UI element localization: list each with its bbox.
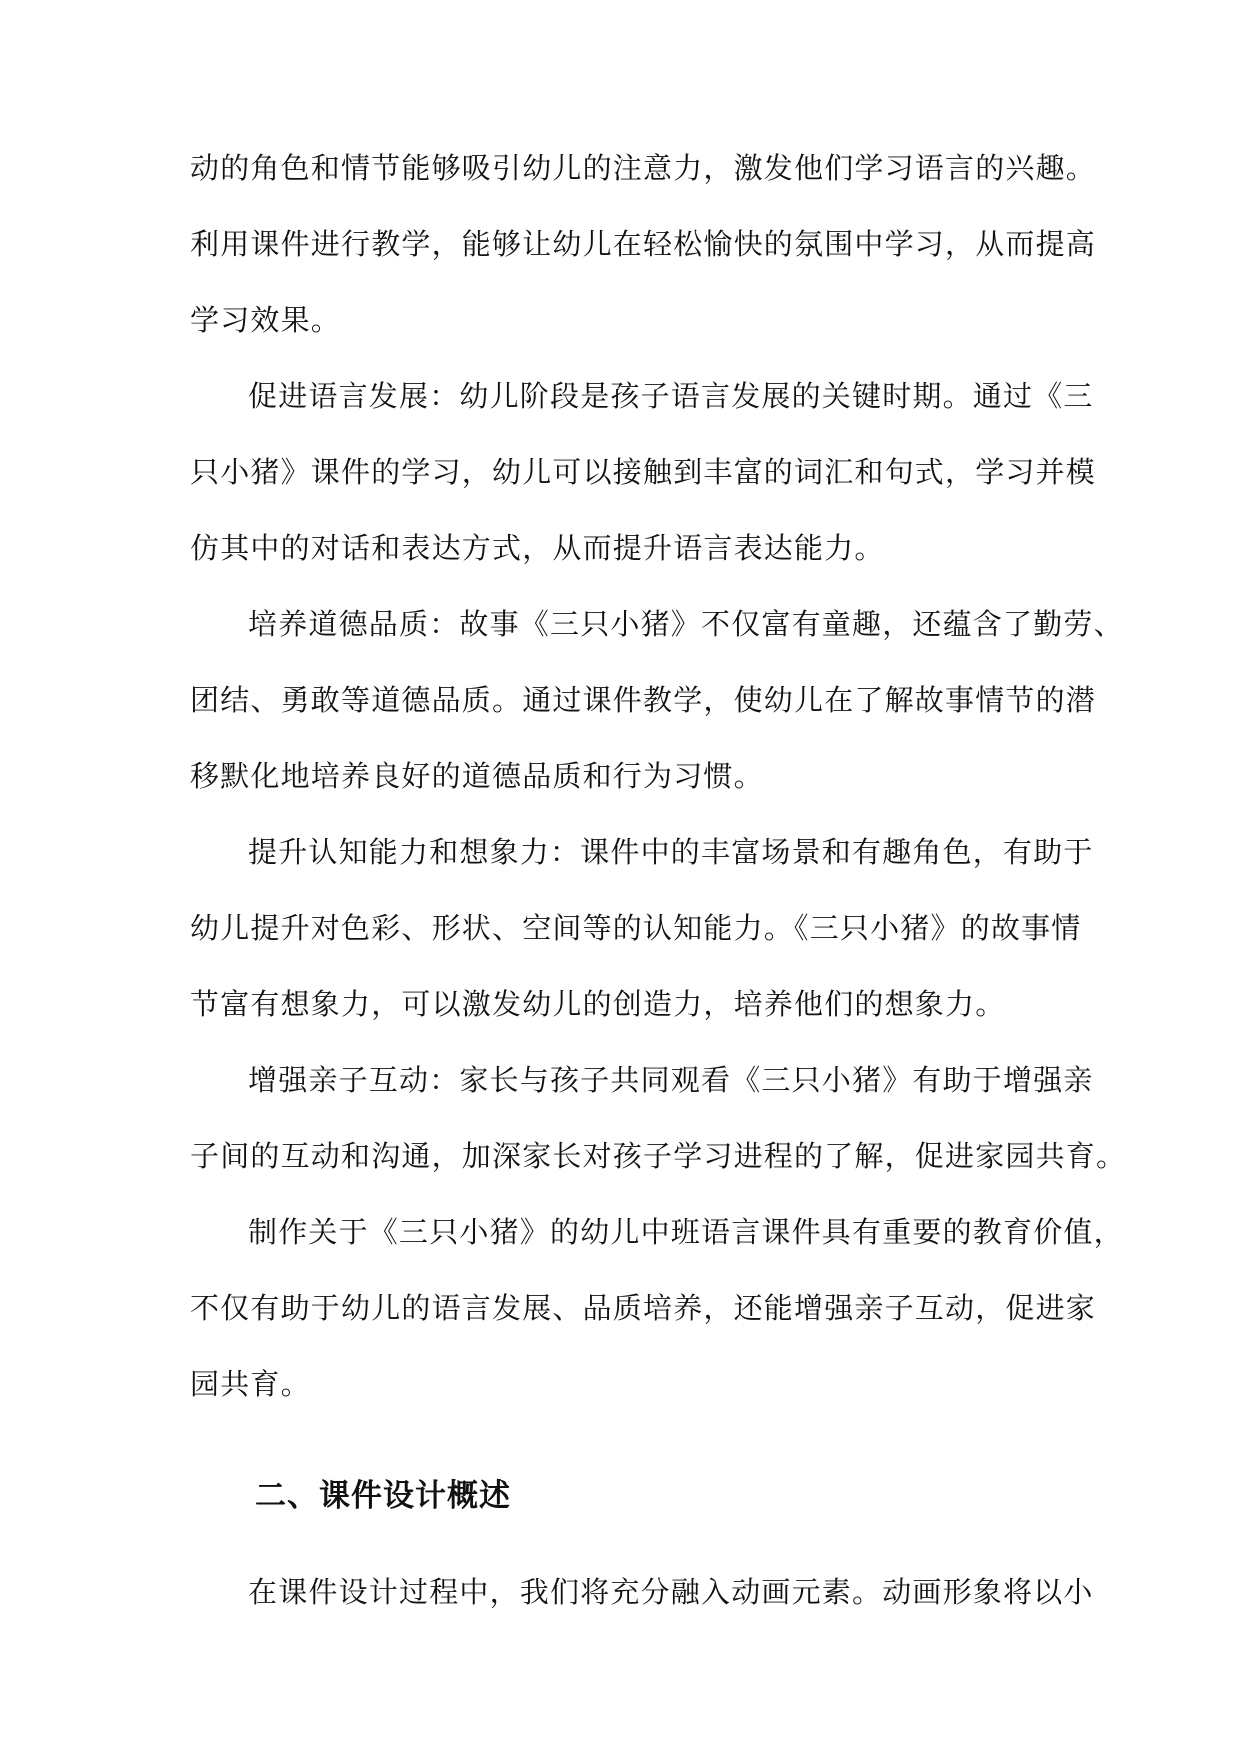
paragraph-2-line-3: 仿其中的对话和表达方式，从而提升语言表达能力。	[190, 531, 885, 565]
paragraph-6-line-2: 不仅有助于幼儿的语言发展、品质培养，还能增强亲子互动，促进家	[190, 1291, 1097, 1325]
paragraph-4-line-3: 节富有想象力，可以激发幼儿的创造力，培养他们的想象力。	[190, 987, 1006, 1021]
paragraph-1-line-3: 学习效果。	[190, 303, 342, 337]
paragraph-1-line-1: 动的角色和情节能够吸引幼儿的注意力，激发他们学习语言的兴趣。	[190, 151, 1097, 185]
paragraph-7-line-1: 在课件设计过程中，我们将充分融入动画元素。动画形象将以小	[248, 1575, 1094, 1609]
paragraph-2-line-1: 促进语言发展：幼儿阶段是孩子语言发展的关键时期。通过《三	[248, 379, 1094, 413]
paragraph-3-line-1: 培养道德品质：故事《三只小猪》不仅富有童趣，还蕴含了勤劳、	[248, 607, 1124, 641]
paragraph-6-line-1: 制作关于《三只小猪》的幼儿中班语言课件具有重要的教育价值，	[248, 1215, 1124, 1249]
paragraph-4-line-2: 幼儿提升对色彩、形状、空间等的认知能力。《三只小猪》的故事情	[190, 911, 1082, 945]
paragraph-3-line-3: 移默化地培养良好的道德品质和行为习惯。	[190, 759, 764, 793]
paragraph-1-line-2: 利用课件进行教学，能够让幼儿在轻松愉快的氛围中学习，从而提高	[190, 227, 1097, 261]
paragraph-2-line-2: 只小猪》课件的学习，幼儿可以接触到丰富的词汇和句式，学习并模	[190, 455, 1097, 489]
paragraph-3-line-2: 团结、勇敢等道德品质。通过课件教学，使幼儿在了解故事情节的潜	[190, 683, 1097, 717]
paragraph-4-line-1: 提升认知能力和想象力：课件中的丰富场景和有趣角色，有助于	[248, 835, 1094, 869]
section-heading: 二、课件设计概述	[255, 1478, 511, 1514]
paragraph-5-line-2: 子间的互动和沟通，加深家长对孩子学习进程的了解，促进家园共育。	[190, 1139, 1127, 1173]
paragraph-6-line-3: 园共育。	[190, 1367, 311, 1401]
paragraph-5-line-1: 增强亲子互动：家长与孩子共同观看《三只小猪》有助于增强亲	[248, 1063, 1094, 1097]
